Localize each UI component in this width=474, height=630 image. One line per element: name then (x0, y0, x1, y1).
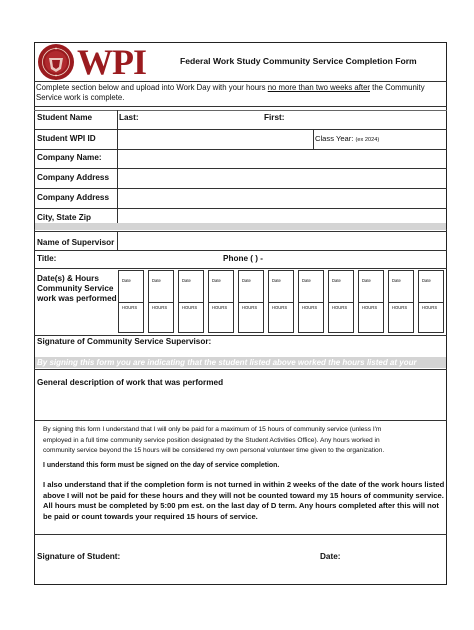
class-year-example: (ex 2024) (355, 137, 380, 143)
terms-line: By signing this form I understand that I will only be paid for a maximum of 15 hours of community service (unless I'm (43, 426, 382, 433)
phone-label: Phone ( ) - (223, 254, 264, 263)
student-id-label: Student WPI ID (37, 134, 96, 143)
terms-paragraph-3 (43, 480, 446, 522)
class-year-text: Class Year: (315, 134, 354, 143)
divider (34, 534, 447, 535)
company-address-label-2: Company Address (37, 193, 110, 202)
hours-cell-divider (238, 302, 264, 303)
instructions (36, 83, 446, 103)
divider (34, 106, 447, 107)
hours-cell-divider (148, 302, 174, 303)
date-cell-label: Date (182, 278, 191, 283)
divider (117, 110, 118, 129)
instructions-line-2: Service work is complete. (36, 92, 125, 102)
hours-table-label-1: Date(s) & Hours (37, 274, 99, 283)
city-state-zip-label: City, State Zip (37, 213, 91, 222)
hours-cell-divider (208, 302, 234, 303)
date-cell-label: Date (122, 278, 131, 283)
hours-cell-label: HOURS (152, 305, 168, 310)
terms-paragraph-2: I understand this form must be signed on the day of service completion. (43, 462, 280, 469)
date-cell-label: Date (152, 278, 161, 283)
hours-cell-label: HOURS (302, 305, 318, 310)
divider (117, 129, 118, 149)
date-label: Date: (320, 552, 341, 561)
hours-cell-label: HOURS (392, 305, 408, 310)
student-signature-label: Signature of Student: (37, 552, 121, 561)
hours-cell-divider (418, 302, 444, 303)
divider (34, 81, 447, 82)
divider (34, 369, 447, 370)
last-name-label: Last: (119, 113, 139, 122)
date-cell-label: Date (422, 278, 431, 283)
hours-cell-divider (328, 302, 354, 303)
terms-paragraph-1 (43, 425, 443, 457)
hours-cell-label: HOURS (242, 305, 258, 310)
class-year-label (315, 134, 379, 143)
supervisor-signature-field[interactable] (35, 347, 446, 357)
hours-cell-label: HOURS (212, 305, 228, 310)
terms-line: All hours must be completed by 5:00 pm est. on the last day of D term. Any hours completed after this will not (43, 501, 439, 511)
supervisor-signature-label: Signature of Community Service Supervisor: (37, 337, 212, 346)
supervisor-name-label: Name of Supervisor (37, 238, 115, 247)
divider (117, 149, 118, 229)
form-title: Federal Work Study Community Service Completion Form (180, 56, 417, 66)
wpi-logo-text: WPI (77, 42, 146, 82)
terms-line: community service beyond the 15 hours will be considered my own personal volunteer time given to the organization. (43, 447, 385, 455)
supervisor-name-field[interactable] (34, 250, 447, 251)
instructions-emphasis: no more than two weeks after (267, 83, 370, 92)
divider (313, 129, 314, 149)
title-phone-field[interactable] (34, 268, 447, 269)
instructions-text: Complete section below and upload into Work Day with your hours (36, 83, 268, 92)
date-cell-label: Date (272, 278, 281, 283)
divider (34, 231, 447, 232)
date-cell-label: Date (212, 278, 221, 283)
hours-cell-divider (388, 302, 414, 303)
divider (34, 110, 447, 111)
company-name-field[interactable] (34, 168, 447, 169)
terms-line: employed in a full time community service position designated by the Student Activities Office). Any hours worked in (43, 436, 380, 444)
work-description-label: General description of work that was performed (37, 378, 224, 387)
hours-cell-divider (268, 302, 294, 303)
hours-cell-label: HOURS (422, 305, 438, 310)
hours-table-label-2: Community Service (37, 284, 114, 293)
hours-cell-label: HOURS (182, 305, 198, 310)
hours-cell-label: HOURS (122, 305, 138, 310)
terms-line: I also understand that if the completion form is not turned in within 2 weeks of the date of the work hours listed (43, 480, 445, 489)
student-id-field[interactable] (34, 149, 447, 150)
company-name-label: Company Name: (37, 153, 102, 162)
hours-cell-divider (118, 302, 144, 303)
date-cell-label: Date (302, 278, 311, 283)
company-address-field-1[interactable] (34, 188, 447, 189)
company-address-field-2[interactable] (34, 208, 447, 209)
first-name-label: First: (264, 113, 285, 122)
title-label: Title: (37, 254, 57, 263)
date-cell-label: Date (392, 278, 401, 283)
company-address-label-1: Company Address (37, 173, 110, 182)
date-cell-label: Date (242, 278, 251, 283)
student-name-label: Student Name (37, 113, 93, 122)
attestation-text: By signing this form you are indicating that the student listed above worked the hours listed at your (37, 358, 417, 367)
work-description-field[interactable] (35, 390, 446, 420)
hours-cell-label: HOURS (272, 305, 288, 310)
student-name-field[interactable] (34, 129, 447, 130)
divider (34, 335, 447, 336)
hours-cell-divider (298, 302, 324, 303)
date-field[interactable] (345, 548, 445, 562)
student-signature-field[interactable] (125, 548, 310, 562)
date-cell-label: Date (362, 278, 371, 283)
instructions-text-2: the Community (370, 83, 425, 92)
divider (34, 420, 447, 421)
hours-cell-label: HOURS (362, 305, 378, 310)
hours-cell-label: HOURS (332, 305, 348, 310)
date-cell-label: Date (332, 278, 341, 283)
divider (117, 231, 118, 250)
separator-band (35, 223, 446, 230)
hours-cell-divider (178, 302, 204, 303)
hours-cell-divider (358, 302, 384, 303)
terms-line: be paid or count towards your required 15 hours of service. (43, 511, 258, 521)
hours-table-label-3: work was performed (37, 294, 117, 303)
terms-line: above I will not be paid for these hours and they will not be counted toward my 15 hours of community service. (43, 490, 444, 500)
